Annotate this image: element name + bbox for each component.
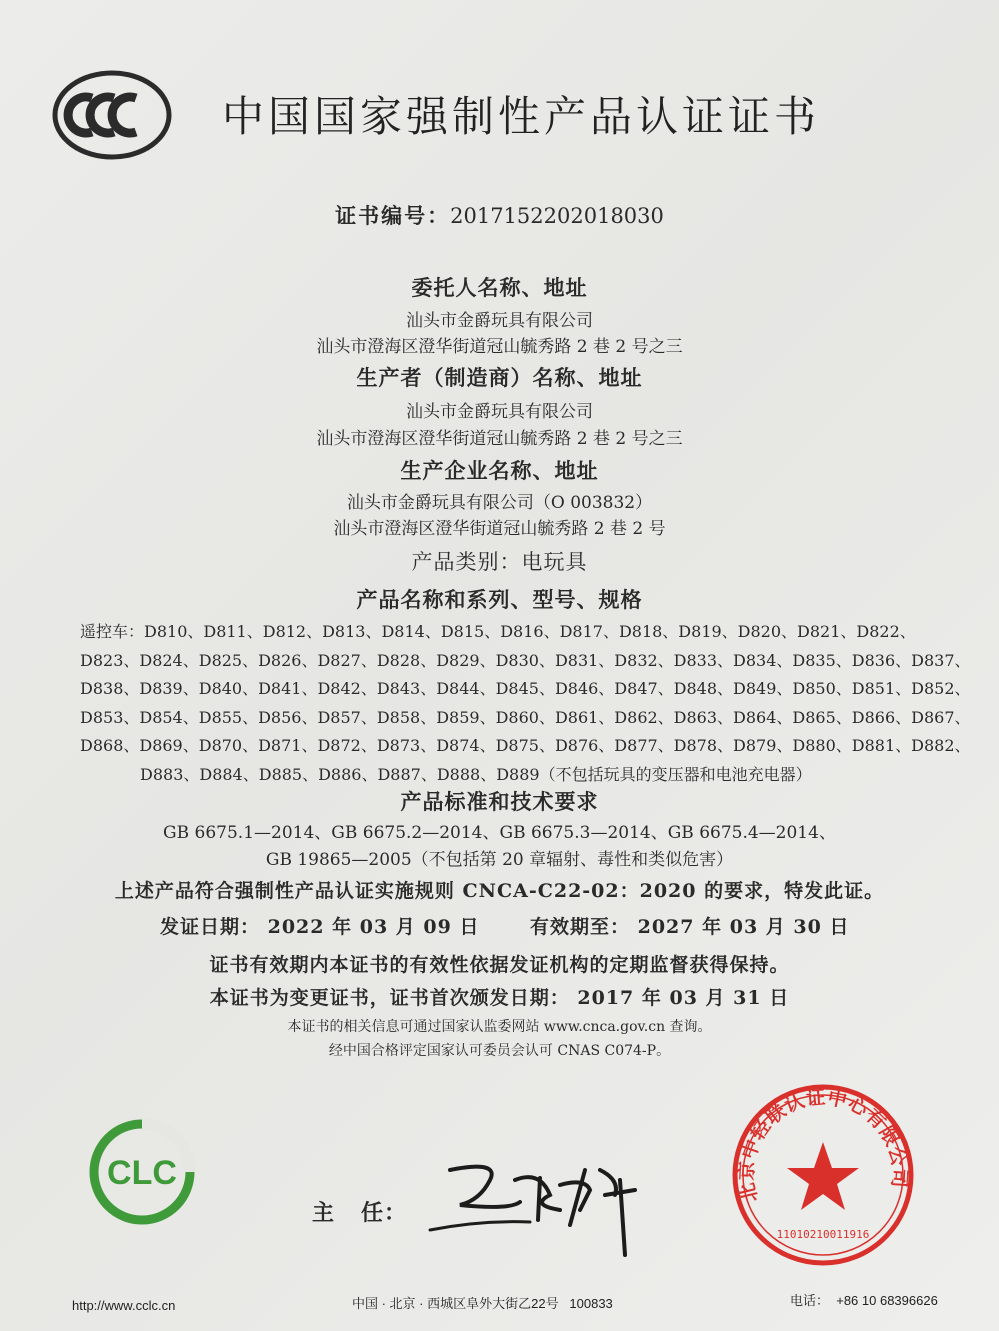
change-note: 本证书为变更证书，证书首次颁发日期： 2017 年 03 月 31 日 [209,987,790,1009]
model-row: D868、D869、D870、D871、D872、D873、D874、D875、D876、D877、D878、D879、D880、D881、D882、 [80,736,971,755]
website-note: 本证书的相关信息可通过国家认监委网站 www.cnca.gov.cn 查询。 [287,1019,712,1035]
client-name: 汕头市金爵玩具有限公司 [406,311,593,331]
model-row: D853、D854、D855、D856、D857、D858、D859、D860、D861、D862、D863、D864、D865、D866、D867、 [80,707,971,727]
certificate-number [0,200,999,230]
footer-phone: 电话： +86 10 68396626 [790,1293,938,1308]
director-label: 主 任： [312,1200,407,1226]
validity-note: 证书有效期内本证书的有效性依据发证机构的定期监督获得保持。 [209,954,790,976]
client-heading: 委托人名称、地址 [411,275,588,300]
standards-heading: 产品标准和技术要求 [400,789,599,814]
model-row: 遥控车：D810、D811、D812、D813、D814、D815、D816、D817、D818、D819、D820、D821、D822、 [80,622,916,641]
standards-line: GB 6675.1—2014、GB 6675.2—2014、GB 6675.3—2014、GB 6675.4—2014、 [163,823,836,843]
clc-logo [88,1118,196,1226]
manufacturer-name: 汕头市金爵玩具有限公司 [406,402,593,422]
director-signature [420,1150,650,1260]
model-row: D823、D824、D825、D826、D827、D828、D829、D830、D831、D832、D833、D834、D835、D836、D837、 [80,650,971,670]
factory-name: 汕头市金爵玩具有限公司（O 003832） [346,493,653,513]
conformity-statement: 上述产品符合强制性产品认证实施规则 CNCA-C22-02：2020 的要求，特发此证。 [114,880,885,902]
svg-text:CLC: CLC [107,1154,177,1192]
product-heading: 产品名称和系列、型号、规格 [356,587,643,612]
manufacturer-address: 汕头市澄海区澄华街道冠山毓秀路 2 巷 2 号之三 [316,429,683,449]
ccc-logo [52,70,172,160]
issue-date: 发证日期： 2022 年 03 月 09 日 [160,916,480,938]
footer-address: 中国 · 北京 · 西城区阜外大街乙22号 100833 [352,1296,613,1311]
certificate-title: 中国国家强制性产品认证证书 [222,92,821,141]
expiry-date: 有效期至： 2027 年 03 月 30 日 [530,916,850,938]
cert-no-label: 证书编号： [335,203,451,228]
standards-line: GB 19865—2005（不包括第 20 章辐射、毒性和类似危害） [265,850,734,870]
model-row: D883、D884、D885、D886、D887、D888、D889（不包括玩具的变压器和电池充电器） [140,764,812,784]
model-list [80,618,971,789]
client-address: 汕头市澄海区澄华街道冠山毓秀路 2 巷 2 号之三 [316,337,683,357]
svg-text:11010210011916: 11010210011916 [776,1228,870,1241]
manufacturer-heading: 生产者（制造商）名称、地址 [356,365,643,390]
factory-heading: 生产企业名称、地址 [400,458,599,483]
cnas-note: 经中国合格评定国家认可委员会认可 CNAS C074-P。 [328,1043,671,1059]
cert-no-value: 2017152202018030 [450,204,664,228]
svg-text:北京中轻联认证中心有限公司: 北京中轻联认证中心有限公司 [735,1086,911,1205]
footer-url[interactable]: http://www.cclc.cn [72,1298,176,1313]
model-row: D838、D839、D840、D841、D842、D843、D844、D845、D846、D847、D848、D849、D850、D851、D852、 [80,679,971,698]
product-category: 产品类别：电玩具 [411,550,588,574]
factory-address: 汕头市澄海区澄华街道冠山毓秀路 2 巷 2 号 [333,519,666,539]
official-seal [728,1080,918,1270]
